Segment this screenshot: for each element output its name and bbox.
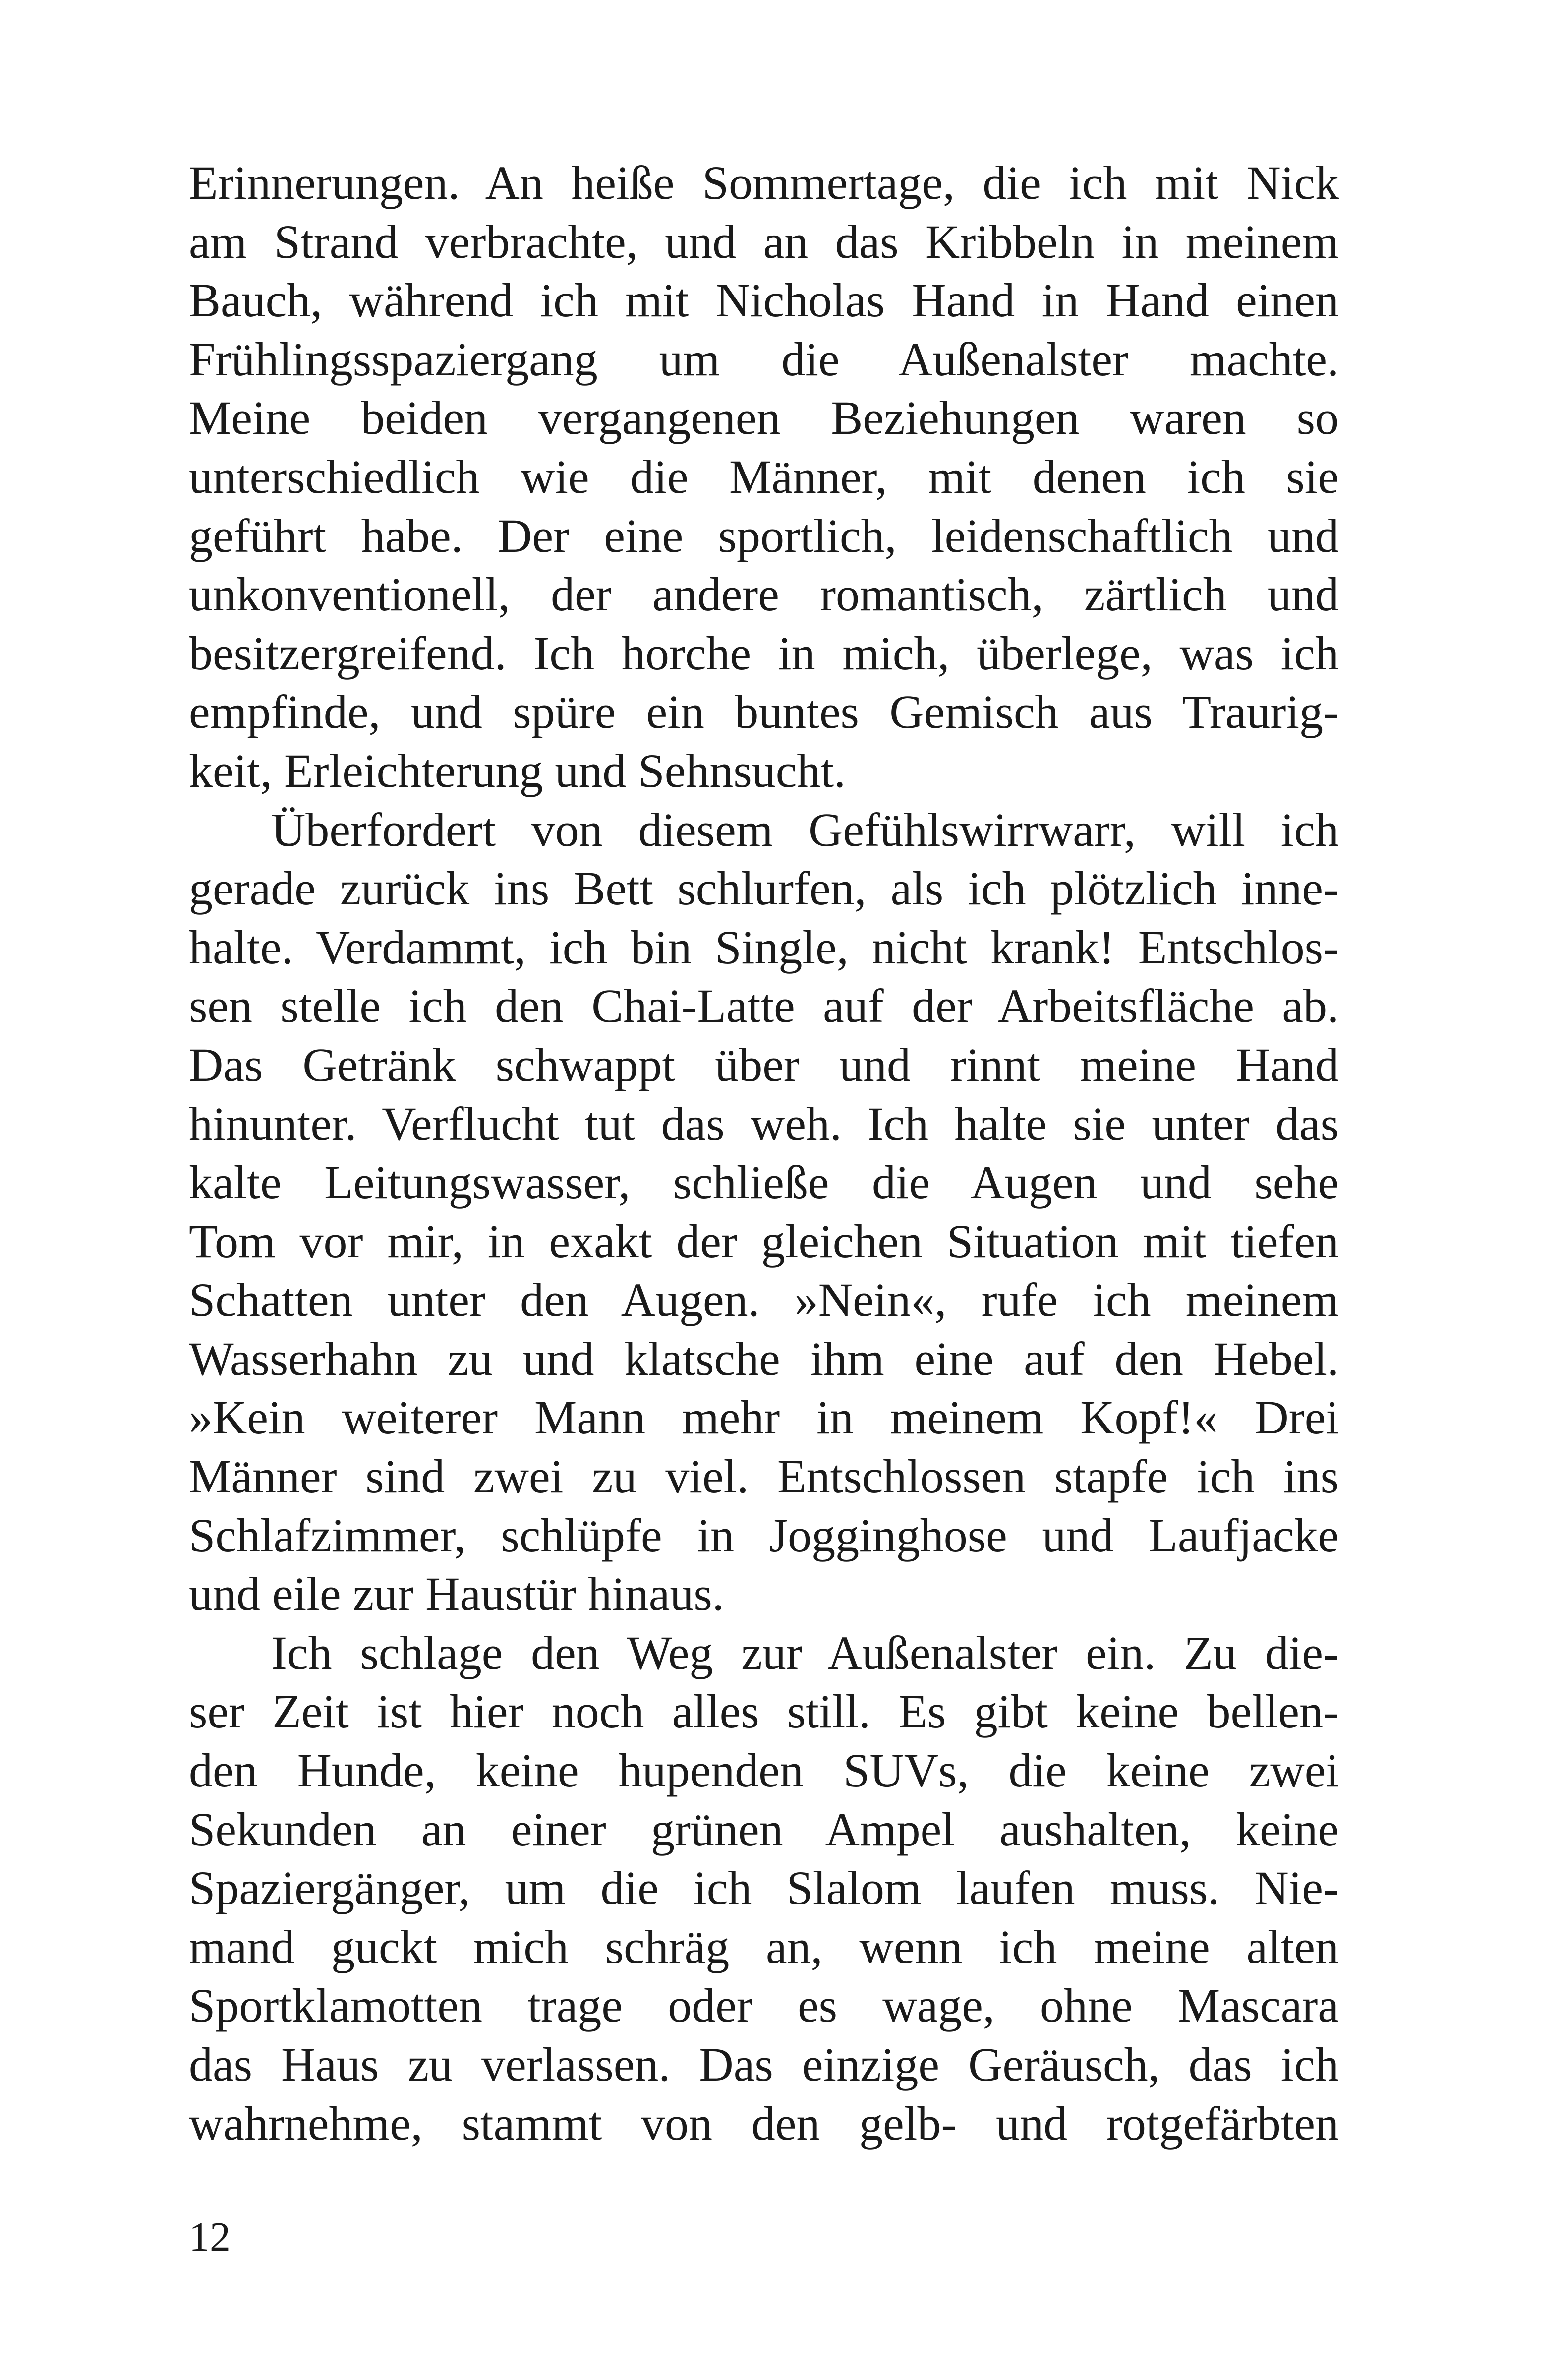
text-line: Spaziergänger, um die ich Slalom laufen muss. Nie- (189, 1861, 1339, 1915)
text-line: Meine beiden vergangenen Beziehungen waren so (189, 391, 1339, 445)
text-line: Sekunden an einer grünen Ampel aushalten, keine (189, 1802, 1339, 1856)
text-line: Schlafzimmer, schlüpfe in Jogginghose und Laufjacke (189, 1508, 1339, 1562)
text-line: unterschiedlich wie die Männer, mit denen ich sie (189, 450, 1339, 503)
text-line: »Kein weiterer Mann mehr in meinem Kopf!« Drei (189, 1391, 1339, 1444)
text-line: das Haus zu verlassen. Das einzige Geräusch, das ich (189, 2038, 1339, 2091)
text-line: keit, Erleichterung und Sehnsucht. (189, 744, 846, 797)
text-line: Ich schlage den Weg zur Außenalster ein. Zu die- (271, 1626, 1339, 1679)
text-line: sen stelle ich den Chai-Latte auf der Arbeitsfläche ab. (189, 979, 1339, 1033)
text-line: kalte Leitungswasser, schließe die Augen und sehe (189, 1156, 1339, 1209)
text-line: am Strand verbrachte, und an das Kribbeln in meinem (189, 215, 1339, 268)
text-line: mand guckt mich schräg an, wenn ich meine alten (189, 1920, 1339, 1973)
text-line: Bauch, während ich mit Nicholas Hand in Hand einen (189, 274, 1339, 327)
text-line: Das Getränk schwappt über und rinnt meine Hand (189, 1038, 1339, 1091)
text-line: ser Zeit ist hier noch alles still. Es gibt keine bellen- (189, 1685, 1339, 1738)
text-line: unkonventionell, der andere romantisch, zärtlich und (189, 568, 1339, 621)
text-line: Erinnerungen. An heiße Sommertage, die ich mit Nick (189, 156, 1339, 209)
text-line: Männer sind zwei zu viel. Entschlossen stapfe ich ins (189, 1450, 1339, 1503)
text-line: Überfordert von diesem Gefühlswirrwarr, will ich (271, 803, 1339, 856)
body-text (189, 154, 1339, 2153)
text-line: besitzergreifend. Ich horche in mich, überlege, was ich (189, 626, 1339, 680)
text-line: geführt habe. Der eine sportlich, leidenschaftlich und (189, 509, 1339, 562)
text-line: Wasserhahn zu und klatsche ihm eine auf den Hebel. (189, 1332, 1339, 1385)
text-line: empfinde, und spüre ein buntes Gemisch aus Traurig- (189, 685, 1339, 739)
text-line: halte. Verdammt, ich bin Single, nicht krank! Entschlos- (189, 920, 1339, 974)
text-line: hinunter. Verflucht tut das weh. Ich halte sie unter das (189, 1097, 1339, 1150)
text-line: gerade zurück ins Bett schlurfen, als ich plötzlich inne- (189, 862, 1339, 915)
page-number: 12 (189, 2214, 231, 2260)
text-line: Sportklamotten trage oder es wage, ohne Mascara (189, 1979, 1339, 2032)
text-line: Schatten unter den Augen. »Nein«, rufe ich meinem (189, 1273, 1339, 1327)
text-line: den Hunde, keine hupenden SUVs, die keine zwei (189, 1744, 1339, 1797)
text-line: Frühlingsspaziergang um die Außenalster machte. (189, 332, 1339, 386)
text-line: wahrnehme, stammt von den gelb- und rotgefärbten (189, 2096, 1339, 2150)
text-line: Tom vor mir, in exakt der gleichen Situation mit tiefen (189, 1214, 1339, 1268)
text-line: und eile zur Haustür hinaus. (189, 1567, 724, 1621)
